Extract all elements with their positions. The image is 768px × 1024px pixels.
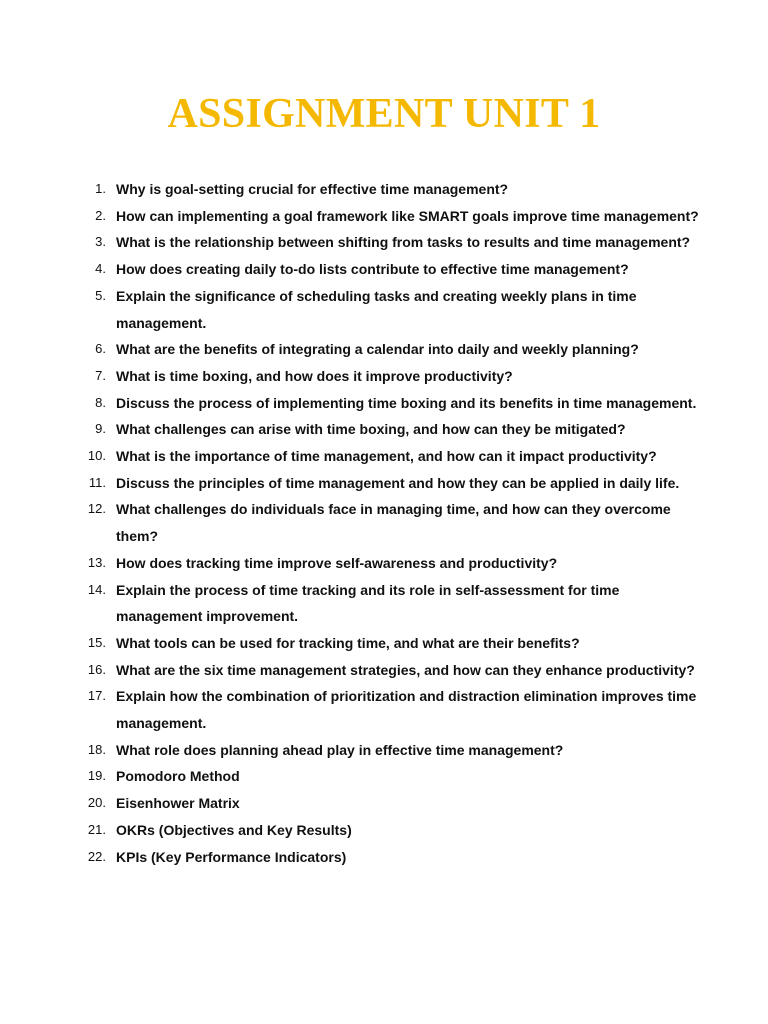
item-text: What is the relationship between shifting from tasks to results and time management? <box>116 234 691 251</box>
item-text: What is the importance of time management, and how can it impact productivity? <box>116 448 657 465</box>
list-item <box>0 443 768 470</box>
item-number: 18. <box>87 741 106 757</box>
list-item <box>0 737 768 764</box>
list-item <box>0 844 768 871</box>
item-text: Eisenhower Matrix <box>116 795 240 812</box>
list-item <box>0 390 768 417</box>
list-item <box>0 657 768 684</box>
item-text: What challenges do individuals face in managing time, and how can they overcome them? <box>116 501 671 545</box>
item-text: What tools can be used for tracking time, and what are their benefits? <box>116 634 580 651</box>
item-number: 12. <box>87 501 106 517</box>
list-item <box>0 683 768 736</box>
item-number: 1. <box>95 181 106 196</box>
list-item <box>0 336 768 363</box>
item-text: What are the six time management strategies, and how can they enhance productivity? <box>116 661 695 678</box>
item-number: 21. <box>87 821 106 837</box>
list-item <box>0 550 768 577</box>
item-text: What is time boxing, and how does it improve productivity? <box>116 367 513 384</box>
list-item <box>0 283 768 336</box>
item-text: Discuss the process of implementing time boxing and its benefits in time management. <box>116 394 697 411</box>
list-item <box>0 416 768 443</box>
item-number: 22. <box>87 848 106 864</box>
item-number: 20. <box>87 795 106 811</box>
document-title: ASSIGNMENT UNIT 1 <box>167 91 601 137</box>
item-text: What are the benefits of integrating a calendar into daily and weekly planning? <box>116 341 639 358</box>
item-text: Pomodoro Method <box>116 768 240 785</box>
item-text: How can implementing a goal framework like SMART goals improve time management? <box>116 207 699 224</box>
item-number: 11. <box>88 474 106 490</box>
item-text: KPIs (Key Performance Indicators) <box>116 848 347 865</box>
item-text: OKRs (Objectives and Key Results) <box>116 821 352 838</box>
item-number: 5. <box>95 287 106 303</box>
item-number: 3. <box>95 234 106 250</box>
item-text: Discuss the principles of time management and how they can be applied in daily life. <box>116 474 680 491</box>
item-number: 2. <box>95 207 106 223</box>
item-number: 15. <box>87 634 106 650</box>
list-item <box>0 203 768 230</box>
item-text: How does creating daily to-do lists contribute to effective time management? <box>116 261 629 278</box>
item-text: Why is goal-setting crucial for effective time management? <box>116 181 509 197</box>
list-item <box>0 790 768 817</box>
item-number: 8. <box>95 394 106 410</box>
item-number: 13. <box>87 554 106 570</box>
question-list <box>0 176 768 870</box>
list-item <box>0 363 768 390</box>
item-number: 16. <box>87 661 106 677</box>
item-number: 17. <box>87 688 106 704</box>
list-item <box>0 229 768 256</box>
item-text: Explain how the combination of prioritization and distraction elimination improves time management. <box>116 688 697 732</box>
item-number: 19. <box>87 768 106 784</box>
item-number: 10. <box>87 448 106 464</box>
item-text: Explain the process of time tracking and its role in self-assessment for time management improvement. <box>116 581 620 625</box>
list-item <box>0 470 768 497</box>
item-number: 6. <box>95 341 106 357</box>
item-text: What challenges can arise with time boxing, and how can they be mitigated? <box>116 421 626 438</box>
list-item <box>0 763 768 790</box>
item-text: What role does planning ahead play in effective time management? <box>116 741 564 758</box>
item-text: Explain the significance of scheduling tasks and creating weekly plans in time management. <box>116 287 637 331</box>
item-number: 7. <box>95 367 106 383</box>
item-number: 14. <box>87 581 106 597</box>
list-item <box>0 496 768 549</box>
list-item <box>0 256 768 283</box>
list-item <box>0 577 768 630</box>
list-item <box>0 176 768 203</box>
item-number: 9. <box>95 421 106 437</box>
item-text: How does tracking time improve self-awareness and productivity? <box>116 554 558 571</box>
item-number: 4. <box>95 261 106 277</box>
list-item <box>0 630 768 657</box>
list-item <box>0 817 768 844</box>
